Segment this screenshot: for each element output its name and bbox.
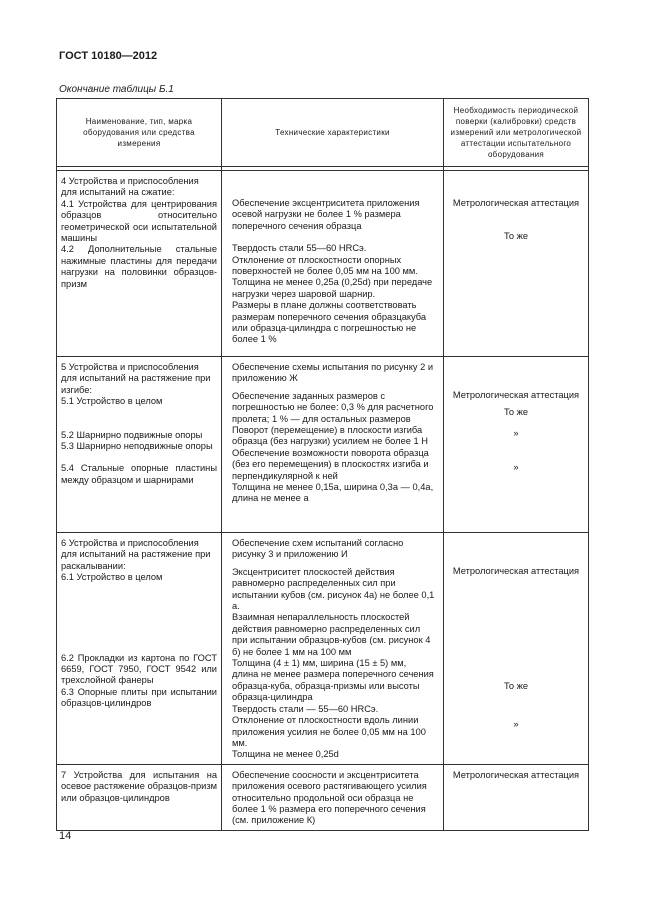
- cell-text: Обеспечение соосности и эксцентриситета приложения осевого растягивающего усилия относительно продольной оси образца не более 1 % размера его поперечного сечения (см. приложение К): [232, 769, 427, 826]
- cell-text: 4 Устройства и приспособления для испытаний на сжатие:: [61, 176, 199, 198]
- cell-text: Эксцентриситет плоскостей действия равномерно распределенных сил при испытании кубов (см. рисунок 4a) не более 0,1 a.: [232, 566, 435, 612]
- cell-text: 5.2 Шарнирно подвижные опоры: [61, 429, 203, 440]
- cell-text: Метрологическая аттестация: [452, 769, 580, 780]
- cell-text: Твердость стали — 55—60 HRCэ.: [232, 703, 379, 714]
- page-number: 14: [59, 830, 72, 842]
- cell-text: 5.1 Устройство в целом: [61, 396, 163, 407]
- cell-verification: [444, 171, 589, 357]
- cell-equipment: [57, 533, 222, 765]
- cell-text: 5.4 Стальные опорные пластины между образцом и шарнирами: [61, 463, 217, 485]
- cell-text: Метрологическая аттестация: [452, 198, 580, 208]
- cell-text: Взаимная непараллельность плоскостей действия равномерно распределенных сил при испытании образцов-кубов (см. рисунок 4 б) не более 1 мм на 100 мм: [232, 612, 431, 657]
- equipment-table: [56, 98, 589, 831]
- cell-text: Обеспечение заданных размеров с погрешностью не более: 0,3 % для расчетного пролета; 1 % — для остальных размеров: [232, 390, 434, 424]
- cell-text: Толщина не менее 0,25d: [232, 749, 339, 760]
- cell-text: Толщина не менее 0,15a, ширина 0,3a — 0,4a, длина не менее a: [232, 482, 434, 504]
- cell-text: Обеспечение схемы испытания по рисунку 2 и приложению Ж: [232, 362, 434, 384]
- cell-equipment: [57, 764, 222, 830]
- cell-text: Отклонение от плоскостности опорных поверхностей не более 0,05 мм на 100 мм.: [232, 254, 418, 277]
- cell-text: Размеры в плане должны соответствовать размерам поперечного сечения образцакуба или образца-цилиндра с погрешностью не более 1 %: [232, 300, 427, 345]
- cell-text: 5 Устройства и приспособления для испытаний на растяжение при изгибе:: [61, 362, 211, 395]
- cell-verification: [444, 533, 589, 765]
- cell-text: Обеспечение эксцентриситета приложения осевой нагрузки не более 1 % размера поперечного сечения образца: [232, 198, 420, 231]
- cell-text: 6.3 Опорные плиты при испытании образцов-цилиндров: [61, 686, 217, 709]
- cell-text: Метрологическая аттестация: [452, 390, 580, 400]
- cell-text: 7 Устройства для испытания на осевое растяжение образцов-призм или образцов-цилиндров: [61, 769, 217, 803]
- column-header-name: Наименование, тип, марка оборудования или средства измерения: [57, 99, 222, 167]
- cell-text: »: [513, 427, 519, 438]
- cell-text: 6 Устройства и приспособления для испытаний на растяжение при раскалывании:: [61, 538, 211, 571]
- cell-text: 4.1 Устройства для центрирования образцов относительно геометрической оси испытательной машины: [61, 198, 217, 244]
- cell-equipment: [57, 357, 222, 533]
- cell-specs: [222, 533, 444, 765]
- column-header-verification: Необходимость периодической поверки (калибровки) средств измерений или метрологической аттестации испытательного оборудования: [444, 99, 589, 167]
- table-row: [57, 764, 589, 830]
- table-row: [57, 357, 589, 533]
- cell-text: 6.2 Прокладки из картона по ГОСТ 6659, ГОСТ 7950, ГОСТ 9542 или трехслойной фанеры: [61, 652, 217, 686]
- cell-text: Толщина (4 ± 1) мм, ширина (15 ± 5) мм, длина не менее размера поперечного сечения образца-куба, образца-призмы или высоты образца-цилиндра: [232, 658, 434, 703]
- cell-text: Поворот (перемещение) в плоскости изгиба образца (без нагрузки) усилием не более 1 Н: [232, 425, 428, 447]
- cell-text: »: [513, 718, 519, 729]
- cell-text: Твердость стали 55—60 HRCэ.: [232, 243, 367, 254]
- cell-text: »: [513, 462, 519, 473]
- cell-text: 4.2 Дополнительные стальные нажимные пластины для передачи нагрузки на половинки образцов-призм: [61, 244, 217, 289]
- cell-equipment: [57, 171, 222, 357]
- document-header: ГОСТ 10180—2012: [59, 50, 158, 62]
- cell-text: 5.3 Шарнирно неподвижные опоры: [61, 441, 213, 452]
- table-caption: Окончание таблицы Б.1: [59, 84, 174, 95]
- cell-text: Отклонение от плоскостности вдоль линии приложения усилия не более 0,05 мм на 100 мм.: [232, 715, 426, 748]
- table-header-row: [57, 99, 589, 167]
- cell-specs: [222, 357, 444, 533]
- table-row: [57, 171, 589, 357]
- cell-text: Толщина не менее 0,25a (0,25d) при передаче нагрузки через шаровой шарнир.: [232, 277, 433, 299]
- cell-text: Обеспечение возможности поворота образца (без его перемещения) в плоскостях изгиба и перпендикулярной к ней: [232, 447, 429, 481]
- cell-verification: [444, 764, 589, 830]
- cell-text: То же: [503, 407, 529, 418]
- cell-verification: [444, 357, 589, 533]
- table-row: [57, 533, 589, 765]
- cell-specs: [222, 171, 444, 357]
- cell-text: 6.1 Устройство в целом: [61, 572, 163, 583]
- cell-text: То же: [503, 681, 529, 692]
- cell-text: То же: [503, 231, 529, 242]
- column-header-specs: Технические характеристики: [222, 99, 444, 167]
- cell-specs: [222, 764, 444, 830]
- cell-text: Обеспечение схем испытаний согласно рисунку 3 и приложению И: [232, 538, 404, 560]
- cell-text: Метрологическая аттестация: [452, 566, 580, 576]
